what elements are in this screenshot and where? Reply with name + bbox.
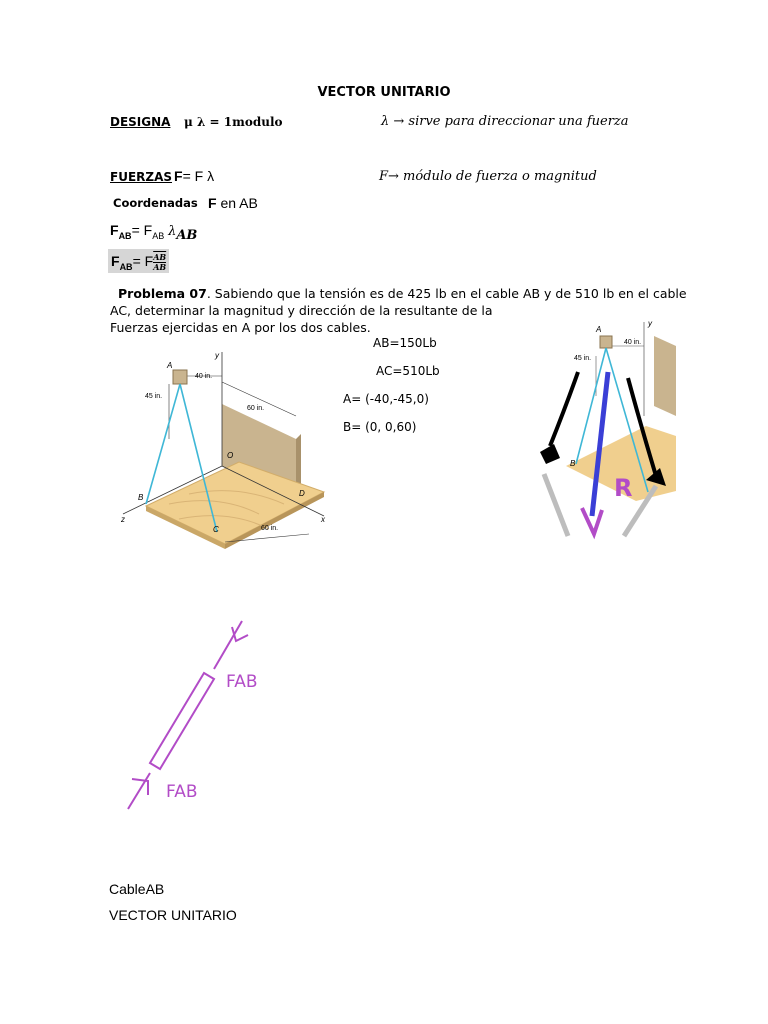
given-point-a: A= (-40,-45,0) xyxy=(343,392,429,406)
coordenadas-formula xyxy=(208,195,258,211)
sketch-dim-40: 40 in. xyxy=(624,339,642,346)
bottom-force-arrow xyxy=(128,773,150,809)
problem-line-2: AC, determinar la magnitud y dirección de la resultante de la xyxy=(110,303,493,318)
eq1-rhs-sub: AB xyxy=(152,230,165,241)
fab-label-top: FAB xyxy=(226,672,258,692)
resultant-sketch xyxy=(536,316,676,540)
eq1-rhs: = F xyxy=(131,222,153,238)
dim-60-top: 60 in. xyxy=(247,405,265,412)
resultant-label: R xyxy=(614,474,633,502)
problem-text-1: . Sabiendo que la tensión es de 425 lb en el cable AB y de 510 lb en el cable xyxy=(206,286,687,301)
given-point-b: B= (0, 0,60) xyxy=(343,420,417,434)
designa-note-text: → sirve para direccionar una fuerza xyxy=(393,114,629,129)
designa-formula: μ λ = 1modulo xyxy=(184,115,283,129)
coordenadas-rhs: en AB xyxy=(220,195,258,211)
dim-40: 40 in. xyxy=(195,373,213,380)
eq2-frac-bottom: AB xyxy=(153,261,167,272)
sketch-label-b: B xyxy=(570,459,576,468)
dim-45: 45 in. xyxy=(145,393,163,400)
given-ab: AB=150Lb xyxy=(373,336,437,350)
coordenadas-label: Coordenadas xyxy=(113,196,198,210)
eq2-rhs: = F xyxy=(132,253,154,269)
eq1-sub: AB xyxy=(118,230,132,241)
given-ac: AC=510Lb xyxy=(376,364,440,378)
anchor-a xyxy=(173,370,187,384)
lambda-symbol: λ xyxy=(381,114,390,129)
fuerzas-formula xyxy=(174,168,214,184)
equation-fab-lambda xyxy=(110,222,197,243)
fab-label-bottom: FAB xyxy=(166,782,198,802)
eq2-sub: AB xyxy=(119,261,133,272)
sketch-label-a: A xyxy=(596,325,602,334)
sketch-dim-45: 45 in. xyxy=(574,355,592,362)
cable-rod xyxy=(150,673,214,769)
eq1-f: F xyxy=(110,222,119,238)
label-a: A xyxy=(167,361,173,370)
fuerzas-label: FUERZAS xyxy=(110,170,173,184)
label-y: y xyxy=(215,351,219,360)
vector-unitario-text: VECTOR UNITARIO xyxy=(109,907,237,923)
designa-note xyxy=(381,114,629,129)
problem-line-3: Fuerzas ejercidas en A por los dos cables. xyxy=(110,320,371,335)
cable-ab-text: CableAB xyxy=(109,881,165,897)
label-x: x xyxy=(321,515,325,524)
problem-line-1 xyxy=(118,285,687,302)
eq2-f: F xyxy=(111,253,120,269)
label-d: D xyxy=(299,489,305,498)
eq2-fraction xyxy=(153,253,166,272)
eq1-lambda: λ xyxy=(168,224,177,239)
problem-number: Problema 07 xyxy=(118,286,207,301)
equation-fab-fraction xyxy=(108,249,169,273)
designa-label: DESIGNA xyxy=(110,115,171,129)
fuerzas-note xyxy=(379,168,597,184)
cable-figure xyxy=(109,344,333,556)
cable-force-sketch xyxy=(118,615,288,815)
label-b: B xyxy=(138,493,144,502)
top-force-arrow xyxy=(214,621,242,669)
fuerzas-rhs: = F λ xyxy=(182,168,215,184)
label-z: z xyxy=(121,515,125,524)
eq1-lambda-sub: AB xyxy=(176,227,198,243)
fuerzas-note-text: F→ módulo de fuerza o magnitud xyxy=(379,169,597,184)
sketch-label-y: y xyxy=(648,319,652,328)
dim-60-bottom: 60 in. xyxy=(261,525,279,532)
coordenadas-force: F xyxy=(208,195,217,211)
label-c: C xyxy=(213,525,219,534)
eq2-frac-top: $\overline{AB}$ xyxy=(153,251,167,262)
page-title: VECTOR UNITARIO xyxy=(317,85,451,100)
force-symbol: F xyxy=(174,168,183,184)
label-o: O xyxy=(227,451,234,460)
